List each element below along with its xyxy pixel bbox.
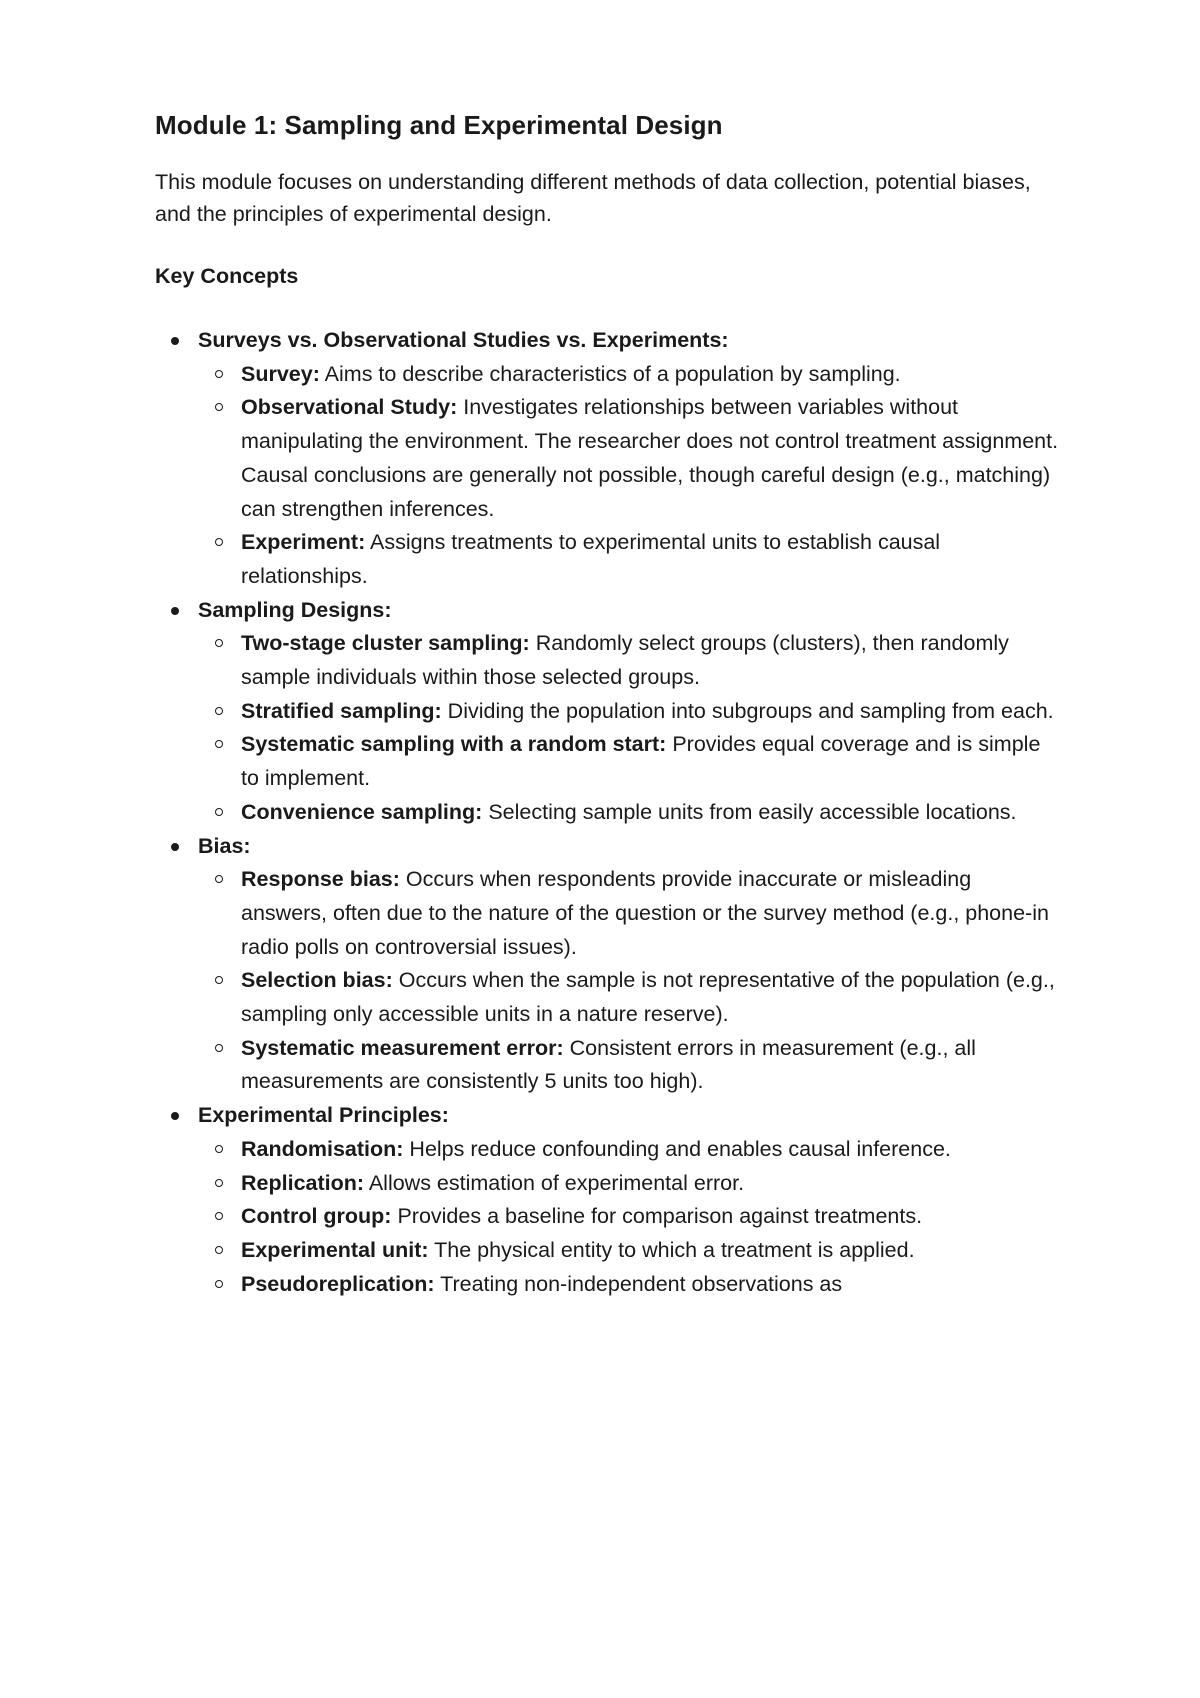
hollow-bullet-icon [215, 740, 223, 748]
list-item [198, 695, 1061, 729]
list-item [198, 964, 1061, 1031]
hollow-bullet-icon [215, 370, 223, 378]
definition: Selecting sample units from easily accessible locations. [482, 799, 1017, 824]
filled-bullet-icon [171, 1112, 179, 1120]
hollow-bullet-icon [215, 1044, 223, 1052]
term: Selection bias: [241, 968, 393, 993]
list-item [198, 796, 1061, 830]
sub-list [198, 627, 1055, 829]
hollow-bullet-icon [215, 707, 223, 715]
list-item [198, 1133, 1061, 1167]
list-item [155, 830, 1055, 1100]
sub-list [198, 358, 1059, 594]
definition: Helps reduce confounding and enables causal inference. [403, 1136, 951, 1161]
page-title: Module 1: Sampling and Experimental Design [155, 110, 723, 140]
definition: Occurs when respondents provide inaccurate or misleading answers, often due to the nature of the question or the survey method (e.g., phone-in radio polls on controversial issues). [241, 867, 1049, 959]
term: Convenience sampling: [241, 799, 483, 824]
term: Pseudoreplication: [241, 1271, 435, 1296]
hollow-bullet-icon [215, 1212, 223, 1220]
definition: Dividing the population into subgroups and sampling from each. [441, 698, 1054, 723]
definition: Investigates relationships between variables without manipulating the environment. The researcher does not control treatment assignment. Causal conclusions are generally not possible, though careful design (e.g., matching) can strengthen inferences. [241, 395, 1059, 521]
list-item [198, 1268, 1061, 1302]
definition: Assigns treatments to experimental units to establish causal relationships. [241, 530, 941, 588]
term: Experimental unit: [241, 1237, 429, 1262]
key-concepts-list [155, 324, 1059, 1301]
hollow-bullet-icon [215, 1145, 223, 1153]
sub-list [198, 1133, 1055, 1302]
term: Experiment: [241, 530, 366, 555]
section-heading: Sampling Designs: [198, 597, 392, 622]
definition: Treating non-independent observations as [434, 1271, 843, 1296]
key-concepts-heading: Key Concepts [155, 264, 299, 288]
term: Randomisation: [241, 1136, 404, 1161]
document-page [155, 108, 1059, 1301]
term: Replication: [241, 1170, 365, 1195]
hollow-bullet-icon [215, 1280, 223, 1288]
list-item [198, 1167, 1061, 1201]
definition: The physical entity to which a treatment is applied. [428, 1237, 915, 1262]
term: Response bias: [241, 867, 400, 892]
definition: Provides a baseline for comparison against treatments. [391, 1204, 923, 1229]
section-heading: Bias: [198, 833, 251, 858]
list-item [198, 391, 1061, 526]
term: Observational Study: [241, 395, 458, 420]
term: Two-stage cluster sampling: [241, 631, 530, 656]
hollow-bullet-icon [215, 808, 223, 816]
sub-list [198, 863, 1055, 1099]
hollow-bullet-icon [215, 875, 223, 883]
list-item [155, 594, 1055, 830]
list-item [155, 1099, 1055, 1301]
list-item [198, 863, 1061, 964]
list-item [198, 1032, 1061, 1099]
list-item [198, 1200, 1061, 1234]
definition: Allows estimation of experimental error. [364, 1170, 745, 1195]
hollow-bullet-icon [215, 1179, 223, 1187]
list-item [198, 627, 1061, 694]
hollow-bullet-icon [215, 538, 223, 546]
filled-bullet-icon [171, 337, 179, 345]
list-item [198, 526, 1061, 593]
term: Systematic sampling with a random start: [241, 732, 667, 757]
list-item [198, 1234, 1061, 1268]
term: Survey: [241, 361, 320, 386]
definition: Provides equal coverage and is simple to implement. [241, 732, 1041, 791]
hollow-bullet-icon [215, 1246, 223, 1254]
list-item [198, 728, 1061, 795]
definition: Consistent errors in measurement (e.g., all measurements are consistently 5 units too high). [241, 1035, 976, 1094]
definition: Randomly select groups (clusters), then randomly sample individuals within those selected groups. [241, 631, 1009, 690]
hollow-bullet-icon [215, 976, 223, 984]
term: Control group: [241, 1204, 392, 1229]
list-item [198, 358, 1061, 392]
hollow-bullet-icon [215, 639, 223, 647]
section-heading: Surveys vs. Observational Studies vs. Experiments: [198, 328, 729, 352]
hollow-bullet-icon [215, 403, 223, 411]
definition: Occurs when the sample is not representative of the population (e.g., sampling only accessible units in a nature reserve). [241, 968, 1055, 1027]
term: Stratified sampling: [241, 698, 442, 723]
section-heading: Experimental Principles: [198, 1103, 449, 1128]
list-item [155, 324, 1059, 594]
filled-bullet-icon [171, 843, 179, 851]
filled-bullet-icon [171, 607, 179, 615]
definition: Aims to describe characteristics of a population by sampling. [319, 361, 901, 386]
intro-paragraph: This module focuses on understanding different methods of data collection, potential biases, and the principles of experimental design. [155, 170, 1031, 226]
term: Systematic measurement error: [241, 1035, 564, 1060]
